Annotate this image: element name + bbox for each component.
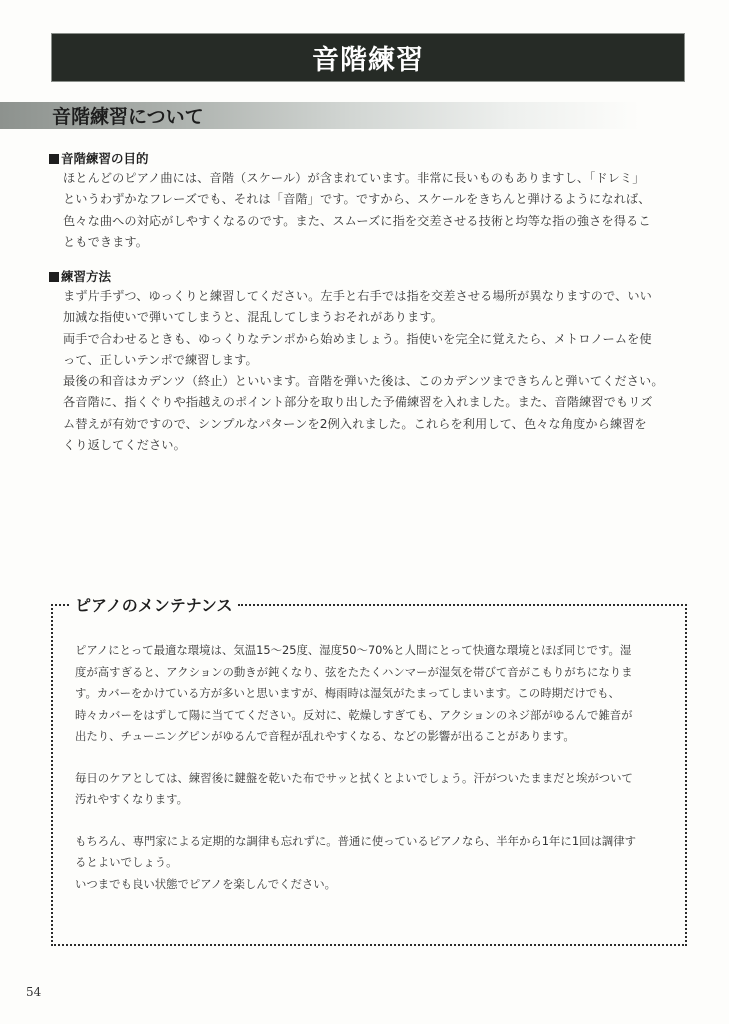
text-line: いつまでも良い状態でピアノを楽しんでください。 <box>75 876 337 891</box>
paragraph-purpose <box>63 168 699 253</box>
section-title-bar <box>0 102 640 129</box>
subheading-purpose <box>49 150 699 168</box>
text-line: まず片手ずつ、ゆっくりと練習してください。左手と右手では指を交差させる場所が異なりますので、いい <box>63 289 652 303</box>
text-line: るとよいでしょう。 <box>75 855 178 869</box>
text-line: ともできます。 <box>63 234 149 249</box>
page-number: 54 <box>26 985 42 999</box>
text-line: 度が高すぎると、アクションの動きが鈍くなり、弦をたたくハンマーが湿気を帯びて音がこもりがちになりま <box>75 664 633 679</box>
page-title: 音階練習 <box>312 45 424 76</box>
text-line: 最後の和音はカデンツ（終止）といいます。音階を弾いた後は、このカデンツまできちんと弾いてください。 <box>63 374 664 389</box>
text-line: 毎日のケアとしては、練習後に鍵盤を乾いた布でサッと拭くとよいでしょう。汗がついたままだと埃がついて <box>75 770 633 785</box>
maintenance-box-title: ピアノのメンテナンス <box>69 593 238 616</box>
text-line: 汚れやすくなります。 <box>75 792 188 806</box>
text-line: 加減な指使いで弾いてしまうと、混乱してしまうおそれがあります。 <box>63 310 443 325</box>
subheading-text: 音階練習の目的 <box>61 151 149 166</box>
paragraph-method <box>63 286 699 456</box>
text-line: 各音階に、指くぐりや指越えのポイント部分を取り出した予備練習を入れました。また、音階練習でもリズ <box>63 395 653 410</box>
maintenance-paragraph <box>75 768 675 811</box>
text-line: ピアノにとって最適な環境は、気温15〜25度、湿度50〜70%と人間にとって快適な環境とほぼ同じです。湿 <box>75 643 632 657</box>
text-line: 時々カバーをはずして陽に当ててください。反対に、乾燥しすぎても、アクションのネジ部がゆるんで雑音が <box>75 707 633 722</box>
square-bullet-icon <box>49 272 59 282</box>
text-line: ム替えが有効ですので、シンプルなパターンを2例入れました。これらを利用して、色々な角度から練習を <box>63 416 647 431</box>
text-line: というわずかなフレーズでも、それは「音階」です。ですから、スケールをきちんと弾けるようになれば、 <box>63 192 651 207</box>
text-line: って、正しいテンポで練習します。 <box>63 352 258 367</box>
text-line: す。カバーをかけている方が多いと思いますが、梅雨時は湿気がたまってしまいます。この時期だけでも、 <box>75 686 620 700</box>
subheading-text: 練習方法 <box>61 269 112 284</box>
section-title: 音階練習について <box>52 106 204 128</box>
section-method <box>49 268 699 456</box>
page-title-bar <box>51 33 685 82</box>
maintenance-paragraph <box>75 831 675 896</box>
text-line: ほとんどのピアノ曲には、音階（スケール）が含まれています。非常に長いものもありますし、「ドレミ」 <box>63 171 645 185</box>
text-line: もちろん、専門家による定期的な調律も忘れずに。普通に使っているピアノなら、半年から1年に1回は調律す <box>75 833 637 848</box>
section-purpose <box>49 150 699 253</box>
square-bullet-icon <box>49 154 59 164</box>
text-line: くり返してください。 <box>63 438 186 453</box>
maintenance-paragraph <box>75 640 675 748</box>
text-line: 色々な曲への対応がしやすくなるのです。また、スムーズに指を交差させる技術と均等な指の強さを得るこ <box>63 213 651 228</box>
subheading-method <box>49 268 699 286</box>
maintenance-box-body <box>75 640 675 915</box>
text-line: 出たり、チューニングピンがゆるんで音程が乱れやすくなる、などの影響が出ることがあります。 <box>75 729 575 743</box>
text-line: 両手で合わせるときも、ゆっくりなテンポから始めましょう。指使いを完全に覚えたら、メトロノームを使 <box>63 331 652 346</box>
